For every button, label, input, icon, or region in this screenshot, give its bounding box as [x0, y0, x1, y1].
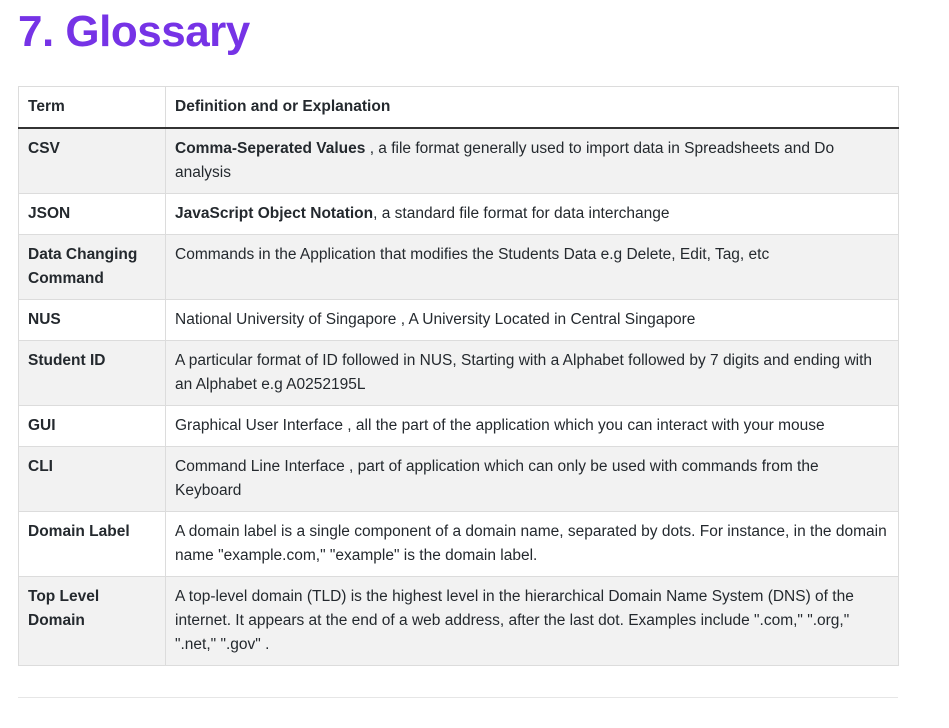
term-cell: JSON	[19, 194, 166, 235]
definition-text: Graphical User Interface , all the part of the application which you can interact with your mouse	[175, 417, 825, 434]
definition-text: National University of Singapore , A University Located in Central Singapore	[175, 311, 696, 328]
term-cell: Data Changing Command	[19, 235, 166, 300]
glossary-table	[18, 86, 899, 666]
header-definition: Definition and or Explanation	[166, 87, 899, 129]
definition-cell	[166, 406, 899, 447]
term-cell: GUI	[19, 406, 166, 447]
table-row	[19, 300, 899, 341]
term-cell: Top Level Domain	[19, 577, 166, 666]
definition-bold-text: Comma-Seperated Values	[175, 140, 366, 157]
definition-text: , a file format generally used to import data in Spreadsheets and Do analysis	[175, 140, 835, 181]
page-title: 7. Glossary	[18, 7, 250, 56]
table-row	[19, 128, 899, 194]
definition-cell	[166, 341, 899, 406]
definition-cell	[166, 300, 899, 341]
table-row	[19, 194, 899, 235]
table-row	[19, 341, 899, 406]
definition-cell	[166, 447, 899, 512]
term-cell: Student ID	[19, 341, 166, 406]
term-cell: CSV	[19, 128, 166, 194]
definition-text: A particular format of ID followed in NUS, Starting with a Alphabet followed by 7 digits and ending with an Alphabet e.g A0252195L	[175, 352, 873, 393]
term-cell: NUS	[19, 300, 166, 341]
table-row	[19, 406, 899, 447]
definition-cell	[166, 577, 899, 666]
term-cell: CLI	[19, 447, 166, 512]
definition-cell	[166, 128, 899, 194]
definition-text: A top-level domain (TLD) is the highest level in the hierarchical Domain Name System (DNS) of the internet. It appears at the end of a web address, after the last dot. Examples include ".com," ".org," ".net," ".gov" .	[175, 588, 854, 653]
table-row	[19, 235, 899, 300]
definition-bold-text: JavaScript Object Notation	[175, 205, 374, 222]
table-row	[19, 447, 899, 512]
term-cell: Domain Label	[19, 512, 166, 577]
definition-cell	[166, 512, 899, 577]
definition-cell	[166, 194, 899, 235]
definition-text: A domain label is a single component of a domain name, separated by dots. For instance, in the domain name "example.com," "example" is the domain label.	[175, 523, 887, 564]
section-divider	[18, 697, 898, 698]
definition-text: Commands in the Application that modifies the Students Data e.g Delete, Edit, Tag, etc	[175, 246, 770, 263]
definition-cell	[166, 235, 899, 300]
header-term: Term	[19, 87, 166, 129]
table-row	[19, 512, 899, 577]
definition-text: Command Line Interface , part of application which can only be used with commands from the Keyboard	[175, 458, 819, 499]
table-header-row	[19, 87, 899, 129]
definition-text: , a standard file format for data interchange	[373, 205, 670, 222]
table-row	[19, 577, 899, 666]
